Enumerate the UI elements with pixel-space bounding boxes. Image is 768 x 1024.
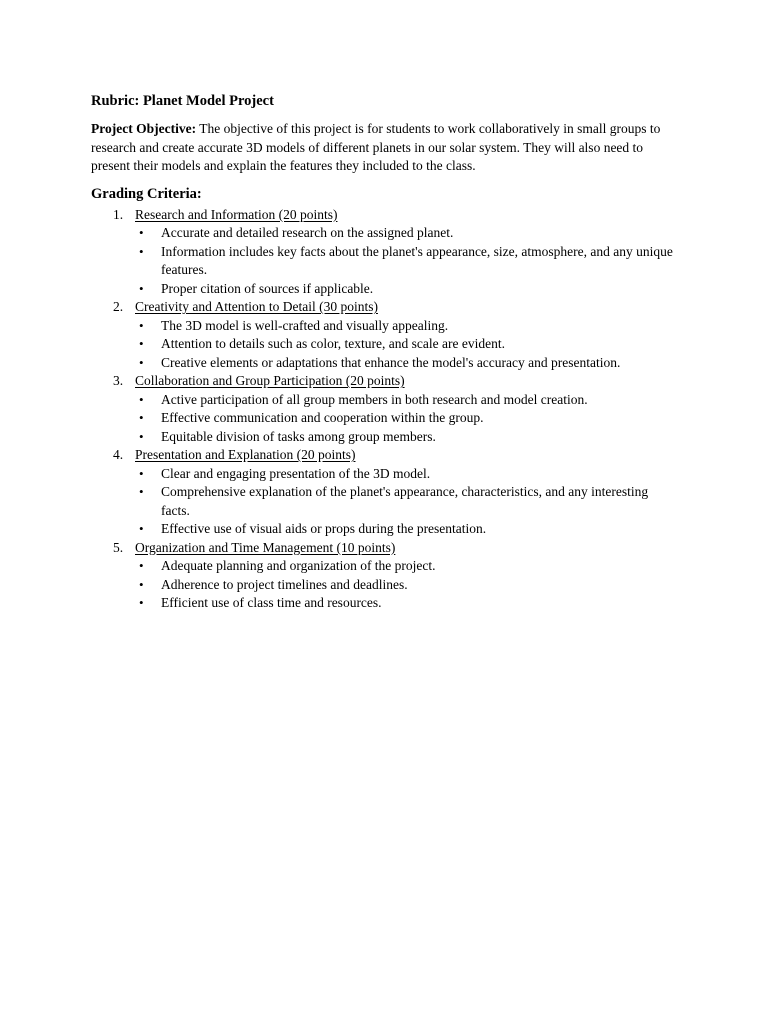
bullet-icon: •	[139, 428, 144, 444]
criterion-point	[135, 391, 678, 410]
bullet-icon: •	[139, 280, 144, 296]
criterion-point	[135, 243, 678, 280]
bullet-icon: •	[139, 391, 144, 407]
criterion-number: 1.	[113, 206, 124, 222]
criterion-points	[135, 391, 678, 447]
point-text: Adherence to project timelines and deadlines.	[161, 576, 408, 592]
criterion-point	[135, 483, 678, 520]
criterion-point	[135, 335, 678, 354]
point-text: Effective use of visual aids or props during the presentation.	[161, 521, 487, 536]
bullet-icon: •	[139, 336, 144, 351]
criterion-point	[135, 224, 678, 243]
point-text: Clear and engaging presentation of the 3D model.	[161, 465, 431, 481]
criterion-point	[135, 280, 678, 299]
criterion-point	[135, 409, 678, 428]
criterion-title: Creativity and Attention to Detail (30 points)	[135, 299, 378, 314]
bullet-icon: •	[139, 410, 144, 425]
criterion-item	[91, 372, 678, 446]
criteria-list	[91, 206, 678, 613]
grading-criteria-heading: Grading Criteria:	[91, 185, 202, 202]
criterion-number: 4.	[113, 447, 124, 462]
criterion-item	[91, 298, 678, 372]
criterion-point	[135, 317, 678, 336]
objective-text: The objective of this project is for students to work collaboratively in small groups to research and create accurate 3D models of different planets in our solar system. They will also need to present their models and explain the features they included to the class.	[91, 121, 661, 173]
criterion-points	[135, 317, 678, 373]
criterion-item	[91, 539, 678, 613]
objective-label: Project Objective:	[91, 121, 197, 136]
point-text: Creative elements or adaptations that enhance the model's accuracy and presentation.	[161, 354, 621, 370]
point-text: Information includes key facts about the planet's appearance, size, atmosphere, and any unique features.	[161, 243, 673, 277]
point-text: Accurate and detailed research on the assigned planet.	[161, 225, 454, 240]
criterion-point	[135, 428, 678, 447]
document-title: Rubric: Planet Model Project	[91, 93, 274, 109]
point-text: Equitable division of tasks among group members.	[161, 428, 436, 444]
point-text: Active participation of all group members in both research and model creation.	[161, 391, 588, 407]
criterion-points	[135, 465, 678, 539]
criterion-number: 3.	[113, 373, 124, 388]
criterion-title: Organization and Time Management (10 points)	[135, 539, 396, 555]
criterion-item	[91, 446, 678, 539]
criterion-item	[91, 206, 678, 299]
criterion-point	[135, 594, 678, 613]
point-text: Comprehensive explanation of the planet's appearance, characteristics, and any interesting facts.	[161, 484, 649, 518]
criterion-title: Research and Information (20 points)	[135, 206, 338, 222]
point-text: Adequate planning and organization of the project.	[161, 558, 436, 573]
bullet-icon: •	[139, 354, 144, 370]
bullet-icon: •	[139, 576, 144, 592]
criterion-title: Collaboration and Group Participation (20 points)	[135, 373, 405, 388]
bullet-icon: •	[139, 465, 144, 481]
bullet-icon: •	[139, 595, 144, 610]
point-text: Effective communication and cooperation within the group.	[161, 410, 484, 425]
criterion-point	[135, 576, 678, 595]
bullet-icon: •	[139, 243, 144, 259]
project-objective	[91, 120, 678, 176]
bullet-icon: •	[139, 484, 144, 499]
criterion-point	[135, 465, 678, 484]
criterion-number: 2.	[113, 299, 124, 314]
point-text: Proper citation of sources if applicable.	[161, 280, 374, 296]
criterion-point	[135, 520, 678, 539]
criterion-point	[135, 557, 678, 576]
point-text: Efficient use of class time and resources.	[161, 595, 382, 610]
point-text: Attention to details such as color, texture, and scale are evident.	[161, 336, 505, 351]
criterion-title: Presentation and Explanation (20 points)	[135, 447, 356, 462]
bullet-icon: •	[139, 521, 144, 536]
bullet-icon: •	[139, 317, 144, 333]
criterion-points	[135, 224, 678, 298]
bullet-icon: •	[139, 558, 144, 573]
criterion-number: 5.	[113, 539, 124, 555]
point-text: The 3D model is well-crafted and visually appealing.	[161, 317, 449, 333]
criterion-point	[135, 354, 678, 373]
bullet-icon: •	[139, 225, 144, 240]
criterion-points	[135, 557, 678, 613]
